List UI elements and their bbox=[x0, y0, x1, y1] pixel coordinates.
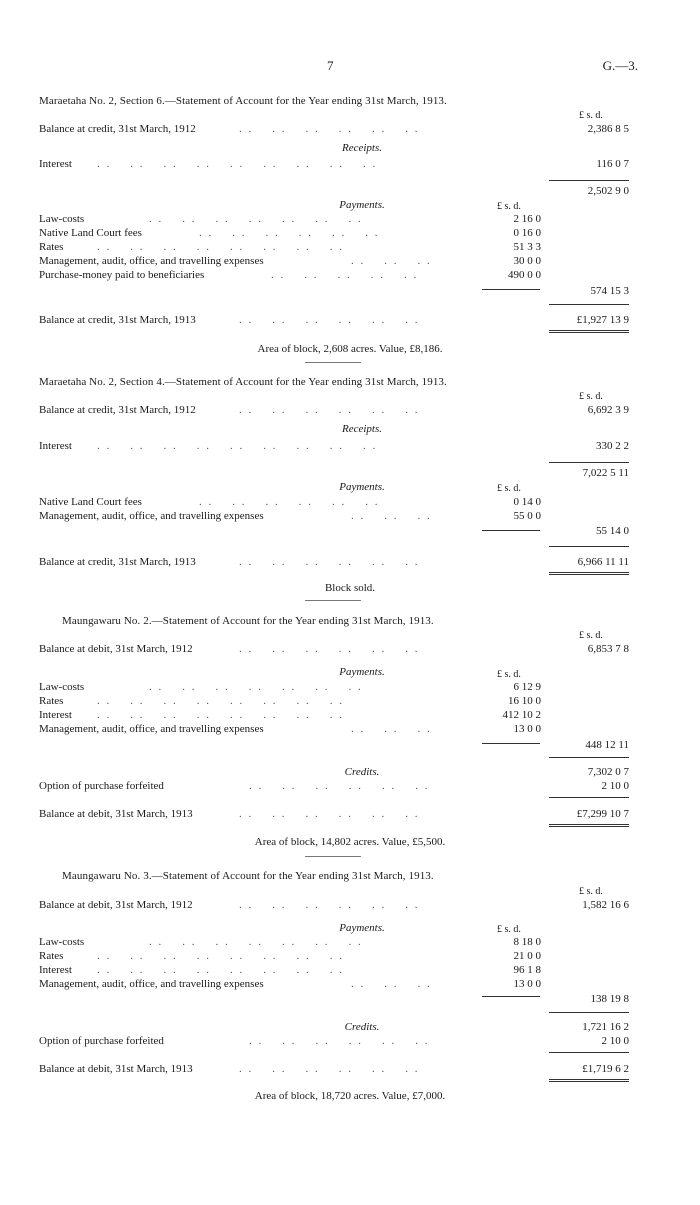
opening-balance-row: Balance at debit, 31st March, 1912 . . . . . . . . . . . . 6,853 7 8 bbox=[39, 643, 629, 655]
row-label: Balance at debit, 31st March, 1913 bbox=[39, 808, 193, 820]
receipts-heading: Receipts. bbox=[341, 423, 382, 435]
row-label: Management, audit, office, and travelling expenses bbox=[39, 255, 264, 267]
closing-balance-row: Balance at credit, 31st March, 1913 . . . . . . . . . . . . £1,927 13 9 bbox=[39, 314, 629, 326]
row-amount: 16 10 0 bbox=[508, 695, 541, 707]
payments-total-row bbox=[39, 525, 629, 539]
row-amount: 2 10 0 bbox=[601, 1035, 629, 1047]
row-amount: £1,927 13 9 bbox=[576, 314, 629, 326]
sum-rule bbox=[549, 1052, 629, 1053]
row-amount: 116 0 7 bbox=[596, 158, 629, 170]
receipts-heading: Receipts. bbox=[341, 142, 382, 154]
row-amount: 55 0 0 bbox=[513, 510, 541, 522]
row-label: Rates bbox=[39, 950, 64, 962]
total-double-rule bbox=[549, 572, 629, 575]
payments-total: 574 15 3 bbox=[590, 285, 629, 297]
row-label: Option of purchase forfeited bbox=[39, 1035, 164, 1047]
statement-title: Maraetaha No. 2, Section 4.—Statement of Account for the Year ending 31st March, 1913. bbox=[39, 376, 447, 388]
row-amount: 13 0 0 bbox=[513, 723, 541, 735]
receipt-row: Interest . . . . . . . . . . . . . . . . . . 330 2 2 bbox=[39, 440, 629, 452]
column-header: £ s. d. bbox=[497, 669, 521, 680]
credits-heading: Credits. bbox=[344, 766, 380, 778]
row-label: Balance at debit, 31st March, 1913 bbox=[39, 1063, 193, 1075]
page-number: 7 bbox=[327, 58, 334, 73]
row-label: Option of purchase forfeited bbox=[39, 780, 164, 792]
payments-total-row bbox=[39, 993, 629, 1007]
payment-row: Management, audit, office, and travelling expenses . . . . . . 55 0 0 bbox=[39, 510, 541, 522]
payment-row: Rates . . . . . . . . . . . . . . . . 21 0 0 bbox=[39, 950, 541, 962]
sum-rule bbox=[549, 797, 629, 798]
subtotal-row bbox=[39, 185, 629, 199]
payments-heading: Payments. bbox=[339, 199, 385, 211]
payment-row: Native Land Court fees . . . . . . . . . . . . 0 14 0 bbox=[39, 496, 541, 508]
row-label: Interest bbox=[39, 709, 72, 721]
block-footnote: Area of block, 2,608 acres. Value, £8,186. bbox=[257, 343, 443, 355]
column-header: £ s. d. bbox=[497, 924, 521, 935]
payments-heading: Payments. bbox=[339, 666, 385, 678]
credits-heading: Credits. bbox=[344, 1021, 380, 1033]
payment-row: Management, audit, office, and travelling expenses . . . . . . 13 0 0 bbox=[39, 723, 541, 735]
subtotal-row bbox=[39, 766, 629, 780]
subtotal-amount: 2,502 9 0 bbox=[587, 185, 629, 197]
payments-total: 138 19 8 bbox=[590, 993, 629, 1005]
section-separator bbox=[305, 600, 361, 601]
row-amount: 412 10 2 bbox=[502, 709, 541, 721]
block-footnote: Area of block, 14,802 acres. Value, £5,500. bbox=[254, 836, 446, 848]
row-amount: £7,299 10 7 bbox=[576, 808, 629, 820]
section-separator bbox=[305, 856, 361, 857]
total-double-rule bbox=[549, 330, 629, 333]
receipt-row: Interest . . . . . . . . . . . . . . . . . . 116 0 7 bbox=[39, 158, 629, 170]
closing-balance-row: Balance at credit, 31st March, 1913 . . . . . . . . . . . . 6,966 11 11 bbox=[39, 556, 629, 568]
sum-rule bbox=[549, 546, 629, 547]
row-amount: 2 10 0 bbox=[601, 780, 629, 792]
row-label: Law-costs bbox=[39, 936, 85, 948]
column-header: £ s. d. bbox=[579, 391, 603, 402]
row-amount: 6,853 7 8 bbox=[587, 643, 629, 655]
opening-balance-row: Balance at credit, 31st March, 1912 . . . . . . . . . . . . 2,386 8 5 bbox=[39, 123, 629, 135]
column-header: £ s. d. bbox=[579, 110, 603, 121]
payment-row: Law-costs . . . . . . . . . . . . . . 8 18 0 bbox=[39, 936, 541, 948]
payment-row: Interest . . . . . . . . . . . . . . . . 96 1 8 bbox=[39, 964, 541, 976]
subtotal-row bbox=[39, 467, 629, 481]
row-label: Native Land Court fees bbox=[39, 496, 142, 508]
statement-title: Maraetaha No. 2, Section 6.—Statement of Account for the Year ending 31st March, 1913. bbox=[39, 95, 447, 107]
row-label: Interest bbox=[39, 440, 72, 452]
sum-rule bbox=[549, 757, 629, 758]
column-header: £ s. d. bbox=[579, 630, 603, 641]
subtotal-row bbox=[39, 1021, 629, 1035]
row-amount: 6,966 11 11 bbox=[577, 556, 629, 568]
opening-balance-row: Balance at debit, 31st March, 1912 . . . . . . . . . . . . 1,582 16 6 bbox=[39, 899, 629, 911]
payments-heading: Payments. bbox=[339, 481, 385, 493]
row-label: Interest bbox=[39, 158, 72, 170]
row-amount: 0 16 0 bbox=[513, 227, 541, 239]
row-amount: 96 1 8 bbox=[513, 964, 541, 976]
row-label: Balance at debit, 31st March, 1912 bbox=[39, 643, 193, 655]
payment-row: Native Land Court fees . . . . . . . . . . . . 0 16 0 bbox=[39, 227, 541, 239]
row-label: Native Land Court fees bbox=[39, 227, 142, 239]
payment-row: Management, audit, office, and travelling expenses . . . . . . 30 0 0 bbox=[39, 255, 541, 267]
block-footnote: Area of block, 18,720 acres. Value, £7,000. bbox=[254, 1090, 446, 1102]
payment-row: Purchase-money paid to beneficiaries . . . . . . . . . . 490 0 0 bbox=[39, 269, 541, 281]
row-label: Balance at credit, 31st March, 1913 bbox=[39, 314, 196, 326]
payment-row: Law-costs . . . . . . . . . . . . . . 6 12 9 bbox=[39, 681, 541, 693]
credit-row: Option of purchase forfeited . . . . . . . . . . . . 2 10 0 bbox=[39, 1035, 629, 1047]
opening-balance-row: Balance at credit, 31st March, 1912 . . . . . . . . . . . . 6,692 3 9 bbox=[39, 404, 629, 416]
total-double-rule bbox=[549, 824, 629, 827]
row-amount: 13 0 0 bbox=[513, 978, 541, 990]
closing-balance-row: Balance at debit, 31st March, 1913 . . . . . . . . . . . . £7,299 10 7 bbox=[39, 808, 629, 820]
sum-rule bbox=[549, 180, 629, 181]
credit-row: Option of purchase forfeited . . . . . . . . . . . . 2 10 0 bbox=[39, 780, 629, 792]
report-code: G.—3. bbox=[602, 58, 638, 73]
row-amount: 2,386 8 5 bbox=[587, 123, 629, 135]
payment-row: Management, audit, office, and travelling expenses . . . . . . 13 0 0 bbox=[39, 978, 541, 990]
subtotal-amount: 7,302 0 7 bbox=[587, 766, 629, 778]
row-amount: 8 18 0 bbox=[513, 936, 541, 948]
row-label: Interest bbox=[39, 964, 72, 976]
row-label: Purchase-money paid to beneficiaries bbox=[39, 269, 205, 281]
section-separator bbox=[305, 362, 361, 363]
payments-total: 55 14 0 bbox=[596, 525, 629, 537]
row-amount: 6,692 3 9 bbox=[587, 404, 629, 416]
row-label: Law-costs bbox=[39, 681, 85, 693]
row-amount: 30 0 0 bbox=[513, 255, 541, 267]
row-amount: 1,582 16 6 bbox=[582, 899, 629, 911]
row-label: Balance at credit, 31st March, 1912 bbox=[39, 123, 196, 135]
statement-title: Maungawaru No. 2.—Statement of Account for the Year ending 31st March, 1913. bbox=[62, 615, 434, 627]
row-amount: 2 16 0 bbox=[513, 213, 541, 225]
closing-balance-row: Balance at debit, 31st March, 1913 . . . . . . . . . . . . £1,719 6 2 bbox=[39, 1063, 629, 1075]
sum-rule bbox=[549, 304, 629, 305]
payments-total-row bbox=[39, 285, 629, 299]
row-amount: 330 2 2 bbox=[596, 440, 629, 452]
total-double-rule bbox=[549, 1079, 629, 1082]
block-footnote: Block sold. bbox=[324, 582, 376, 594]
row-amount: 6 12 9 bbox=[513, 681, 541, 693]
row-amount: £1,719 6 2 bbox=[582, 1063, 629, 1075]
row-label: Management, audit, office, and travelling expenses bbox=[39, 723, 264, 735]
row-label: Law-costs bbox=[39, 213, 85, 225]
payment-row: Law-costs . . . . . . . . . . . . . . 2 16 0 bbox=[39, 213, 541, 225]
payments-total-row bbox=[39, 739, 629, 753]
row-amount: 0 14 0 bbox=[513, 496, 541, 508]
sum-rule bbox=[549, 462, 629, 463]
row-label: Management, audit, office, and travelling expenses bbox=[39, 978, 264, 990]
payments-total: 448 12 11 bbox=[585, 739, 629, 751]
row-label: Balance at credit, 31st March, 1912 bbox=[39, 404, 196, 416]
column-header: £ s. d. bbox=[497, 483, 521, 494]
sum-rule bbox=[549, 1012, 629, 1013]
statement-title: Maungawaru No. 3.—Statement of Account for the Year ending 31st March, 1913. bbox=[62, 870, 434, 882]
row-label: Rates bbox=[39, 241, 64, 253]
subtotal-amount: 1,721 16 2 bbox=[582, 1021, 629, 1033]
row-amount: 490 0 0 bbox=[508, 269, 541, 281]
payments-heading: Payments. bbox=[339, 922, 385, 934]
column-header: £ s. d. bbox=[579, 886, 603, 897]
payment-row: Rates . . . . . . . . . . . . . . . . 16 10 0 bbox=[39, 695, 541, 707]
payment-row: Rates . . . . . . . . . . . . . . . . 51 3 3 bbox=[39, 241, 541, 253]
subtotal-amount: 7,022 5 11 bbox=[582, 467, 629, 479]
row-amount: 21 0 0 bbox=[513, 950, 541, 962]
column-header: £ s. d. bbox=[497, 201, 521, 212]
payment-row: Interest . . . . . . . . . . . . . . . . 412 10 2 bbox=[39, 709, 541, 721]
row-label: Balance at debit, 31st March, 1912 bbox=[39, 899, 193, 911]
row-amount: 51 3 3 bbox=[513, 241, 541, 253]
row-label: Management, audit, office, and travelling expenses bbox=[39, 510, 264, 522]
row-label: Rates bbox=[39, 695, 64, 707]
row-label: Balance at credit, 31st March, 1913 bbox=[39, 556, 196, 568]
